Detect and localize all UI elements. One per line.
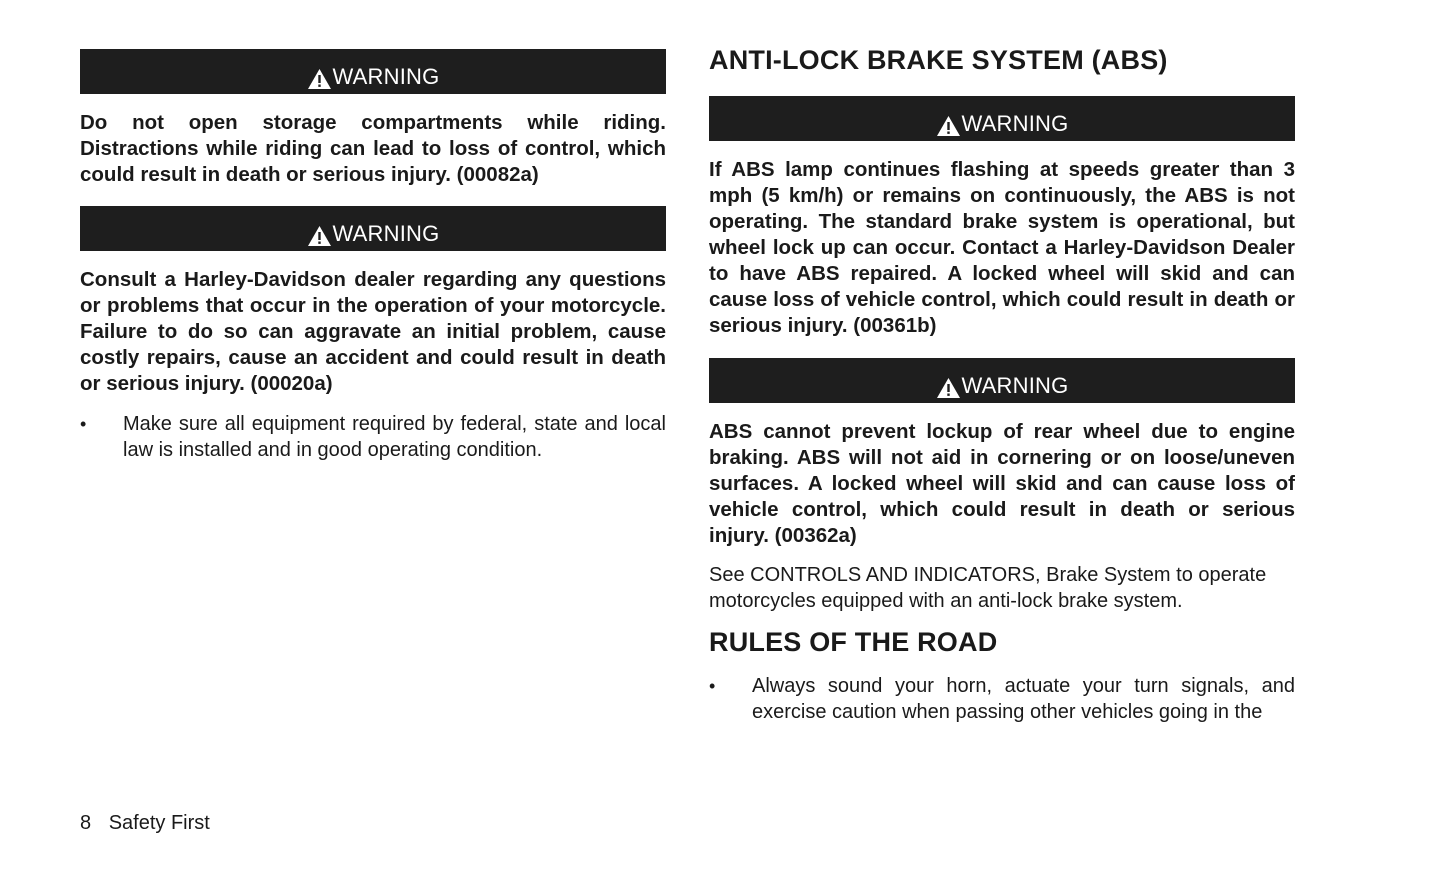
list-item-text: Make sure all equipment required by federal, state and local law is installed and in good operating condition. (123, 413, 666, 461)
section-heading: RULES OF THE ROAD (709, 627, 998, 657)
warning-text: If ABS lamp continues flashing at speeds greater than 3 mph (5 km/h) or remains on continuously, the ABS is not operating. The standard brake system is operational, but wheel lock up can occur. Contact a Harley-Davidson Dealer to have ABS repaired. A locked wheel will skid and can cause loss of vehicle control, which could result in death or serious injury. (00361b) (709, 158, 1295, 337)
warning-banner (709, 96, 1295, 141)
warning-triangle-icon (936, 115, 961, 137)
footer-section-title: Safety First (108, 812, 210, 834)
warning-label: WARNING (332, 64, 440, 89)
body-paragraph: See CONTROLS AND INDICATORS, Brake System to operate motorcycles equipped with an anti-lock brake system. (709, 564, 1267, 612)
bullet-marker: • (80, 414, 87, 434)
list-item-text: Always sound your horn, actuate your turn signals, and exercise caution when passing other vehicles going in the (752, 675, 1295, 723)
warning-text: ABS cannot prevent lockup of rear wheel due to engine braking. ABS will not aid in cornering or on loose/uneven surfaces. A locked wheel will skid and can cause loss of vehicle control, which could result in death or serious injury. (00362a) (709, 420, 1295, 547)
list-item (80, 411, 666, 463)
warning-text: Consult a Harley-Davidson dealer regarding any questions or problems that occur in the operation of your motorcycle. Failure to do so can aggravate an initial problem, cause costly repairs, cause an accident and could result in death or serious injury. (00020a) (80, 268, 666, 395)
section-heading: ANTI-LOCK BRAKE SYSTEM (ABS) (709, 45, 1168, 75)
page-number: 8 (80, 812, 92, 834)
warning-banner (709, 358, 1295, 403)
page-footer (80, 810, 210, 836)
warning-banner (80, 206, 666, 251)
warning-triangle-icon (307, 225, 332, 247)
warning-triangle-icon (936, 377, 961, 399)
warning-triangle-icon (307, 68, 332, 90)
list-item (709, 673, 1295, 725)
warning-text: Do not open storage compartments while riding. Distractions while riding can lead to loss of control, which could result in death or serious injury. (00082a) (80, 111, 666, 186)
warning-label: WARNING (961, 373, 1069, 398)
warning-label: WARNING (332, 221, 440, 246)
bullet-marker: • (709, 676, 716, 696)
warning-label: WARNING (961, 111, 1069, 136)
warning-banner (80, 49, 666, 94)
